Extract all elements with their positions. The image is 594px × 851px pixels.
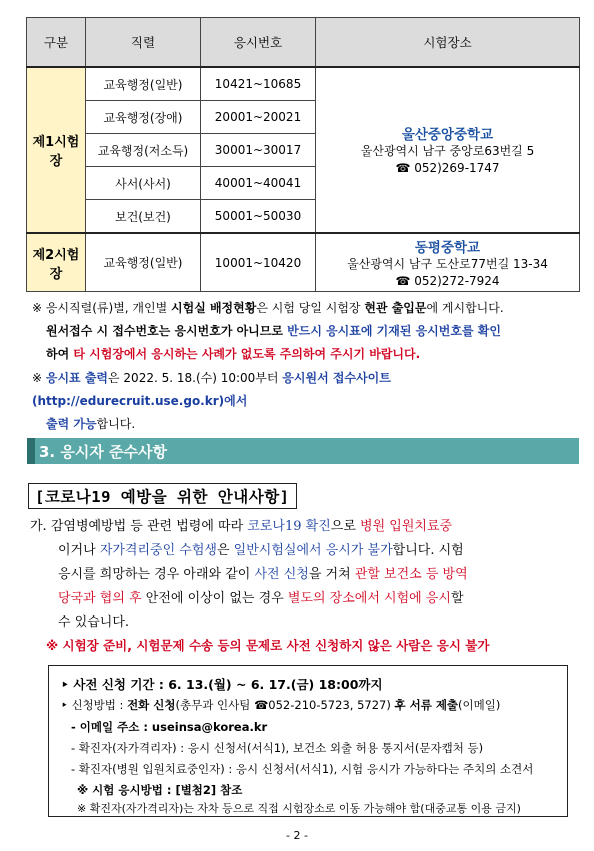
box-email: - 이메일 주소 : useinsa@korea.kr [71,720,268,734]
section-bar-accent [27,438,35,464]
header-place: 시험장소 [316,18,580,68]
site2-school: 동평중학교 [414,239,481,256]
box-transport-note: ※ 확진자(자가격리자)는 자차 등으로 직접 시험장소로 이동 가능해야 함(대중교통 이용 금지) [77,802,521,815]
site2-label: 제2시험장 [27,233,86,292]
corona-paragraph: 가. 감염병예방법 등 관련 법령에 따라 코로나19 확진으로 병원 입원치료중 이거나 자가격리중인 수험생은 일반시험실에서 응시가 불가합니다. 시험 응시를 희망하는 경우 아래와 같이 사전 신청을 거쳐 관할 보건소 등 방역 당국과 협의 후 안전에 이상이 없는 경우 별도의 장소에서 시험에 응시할 수 있습니다. [30,519,468,630]
site1-numbers: 10421~10685 [201,67,316,101]
page-number: - 2 - [286,829,308,842]
box-quarantine: - 확진자(자가격리자) : 응시 신청서(서식1), 보건소 외출 허용 통지서(문자캡처 등) [71,741,484,755]
site2-series: 교육행정(일반) [86,233,201,292]
box-hospital: - 확진자(병원 입원치료중인자) : 응시 신청서(서식1), 시험 응시가 가능하다는 주치의 소견서 [71,762,534,776]
site1-series: 교육행정(장애) [86,101,201,134]
site1-address: 울산광역시 남구 중앙로63번길 5 [360,144,535,158]
site2-place [316,233,580,292]
section-header-bar [27,438,579,464]
site1-series: 교육행정(저소득) [86,134,201,167]
corona-subtitle: [코로나19 예방을 위한 안내사항] [28,483,297,509]
box-period: ‣ 사전 신청 기간 : 6. 13.(월) ~ 6. 17.(금) 18:00까지 [61,677,383,692]
header-category: 구분 [27,18,86,68]
site1-series: 교육행정(일반) [86,67,201,101]
warning-text: ※ 시험장 준비, 시험문제 수송 등의 문제로 사전 신청하지 않은 사람은 응시 불가 [46,638,490,653]
site1-numbers: 20001~20021 [201,101,316,134]
box-method: ‣ 신청방법 : 전화 신청(총무과 인사팀 ☎052-210-5723, 5727) 후 서류 제출(이메일) [61,698,501,712]
box-method-ref: ※ 시험 응시방법 : [별첨2] 참조 [77,783,243,797]
site1-series: 보건(보건) [86,200,201,234]
site1-label: 제1시험장 [27,67,86,233]
site1-school: 울산중앙중학교 [401,127,494,143]
exam-venue-table [26,17,580,292]
site2-address: 울산광역시 남구 도산로77번길 13-34 [347,256,548,271]
header-number: 응시번호 [201,18,316,68]
note-ticket-print: ※ 응시표 출력은 2022. 5. 18.(수) 10:00부터 응시원서 접수사이트(http://edurecruit.use.go.kr)에서 출력 가능합니다. [32,371,391,431]
site1-numbers: 40001~40041 [201,167,316,200]
site1-place [316,67,580,233]
site1-numbers: 30001~30017 [201,134,316,167]
section-title: 3. 응시자 준수사항 [39,443,168,461]
site1-phone: ☎ 052)269-1747 [395,161,500,175]
application-info-box [48,665,568,817]
note-assignment: ※ 응시직렬(류)별, 개인별 시험실 배정현황은 시험 당일 시험장 현관 출입문에 게시합니다. 원서접수 시 접수번호는 응시번호가 아니므로 반드시 응시표에 기재된 응시번호를 확인 하여 타 시험장에서 응시하는 사례가 없도록 주의하여 주시기 바랍니다. [32,301,504,361]
site1-numbers: 50001~50030 [201,200,316,234]
site1-series: 사서(사서) [86,167,201,200]
header-series: 직렬 [86,18,201,68]
site2-numbers: 10001~10420 [201,233,316,292]
site2-phone: ☎ 052)272-7924 [395,273,500,288]
